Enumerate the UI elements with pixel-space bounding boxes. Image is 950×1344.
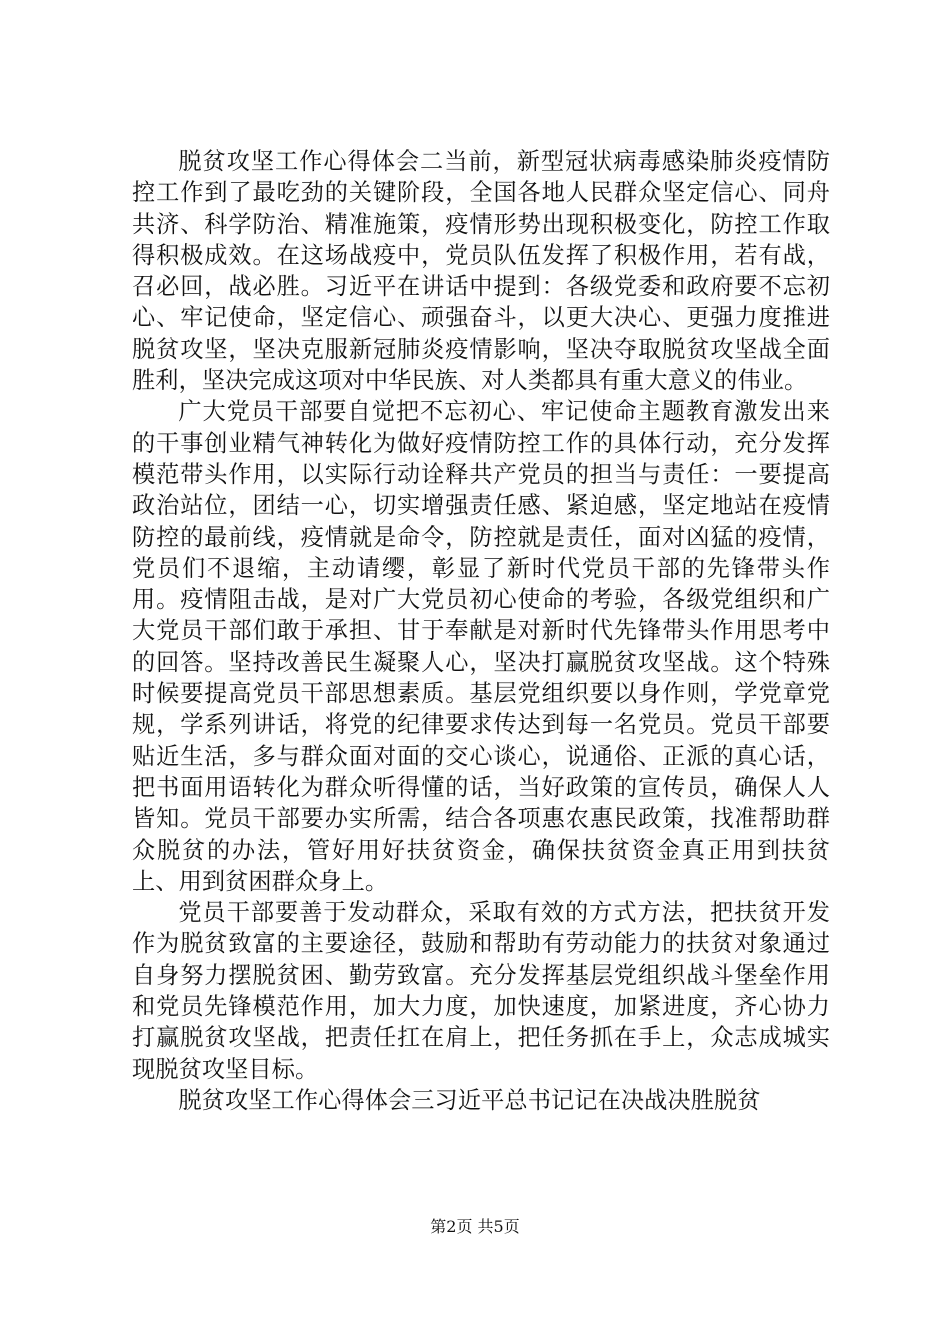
document-body	[132, 146, 830, 1116]
paragraph: 广大党员干部要自觉把不忘初心、牢记使命主题教育激发出来的干事创业精气神转化为做好疫情防控工作的具体行动，充分发挥模范带头作用，以实际行动诠释共产党员的担当与责任：一要提高政治站位，团结一心，切实增强责任感、紧迫感，坚定地站在疫情防控的最前线，疫情就是命令，防控就是责任，面对凶猛的疫情，党员们不退缩，主动请缨，彰显了新时代党员干部的先锋带头作用。疫情阻击战，是对广大党员初心使命的考验，各级党组织和广大党员干部们敢于承担、甘于奉献是对新时代先锋带头作用思考中的回答。坚持改善民生凝聚人心，坚决打赢脱贫攻坚战。这个特殊时候要提高党员干部思想素质。基层党组织要以身作则，学党章党规，学系列讲话，将党的纪律要求传达到每一名党员。党员干部要贴近生活，多与群众面对面的交心谈心，说通俗、正派的真心话，把书面用语转化为群众听得懂的话，当好政策的宣传员，确保人人皆知。党员干部要办实所需，结合各项惠农惠民政策，找准帮助群众脱贫的办法，管好用好扶贫资金，确保扶贫资金真正用到扶贫上、用到贫困群众身上。	[132, 398, 830, 895]
paragraph: 脱贫攻坚工作心得体会三习近平总书记记在决战决胜脱贫	[178, 1086, 761, 1114]
paragraph: 脱贫攻坚工作心得体会二当前，新型冠状病毒感染肺炎疫情防控工作到了最吃劲的关键阶段，全国各地人民群众坚定信心、同舟共济、科学防治、精准施策，疫情形势出现积极变化，防控工作取得积极成效。在这场战疫中，党员队伍发挥了积极作用，若有战，召必回，战必胜。习近平在讲话中提到：各级党委和政府要不忘初心、牢记使命，坚定信心、顽强奋斗，以更大决心、更强力度推进脱贫攻坚，坚决克服新冠肺炎疫情影响，坚决夺取脱贫攻坚战全面胜利，坚决完成这项对中华民族、对人类都具有重大意义的伟业。	[132, 148, 830, 395]
page-number-footer: 第2页 共5页	[430, 1217, 520, 1236]
paragraph: 党员干部要善于发动群众，采取有效的方式方法，把扶贫开发作为脱贫致富的主要途径，鼓励和帮助有劳动能力的扶贫对象通过自身努力摆脱贫困、勤劳致富。充分发挥基层党组织战斗堡垒作用和党员先锋模范作用，加大力度，加快速度，加紧进度，齐心协力打赢脱贫攻坚战，把责任扛在肩上，把任务抓在手上，众志成城实现脱贫攻坚目标。	[132, 899, 830, 1083]
